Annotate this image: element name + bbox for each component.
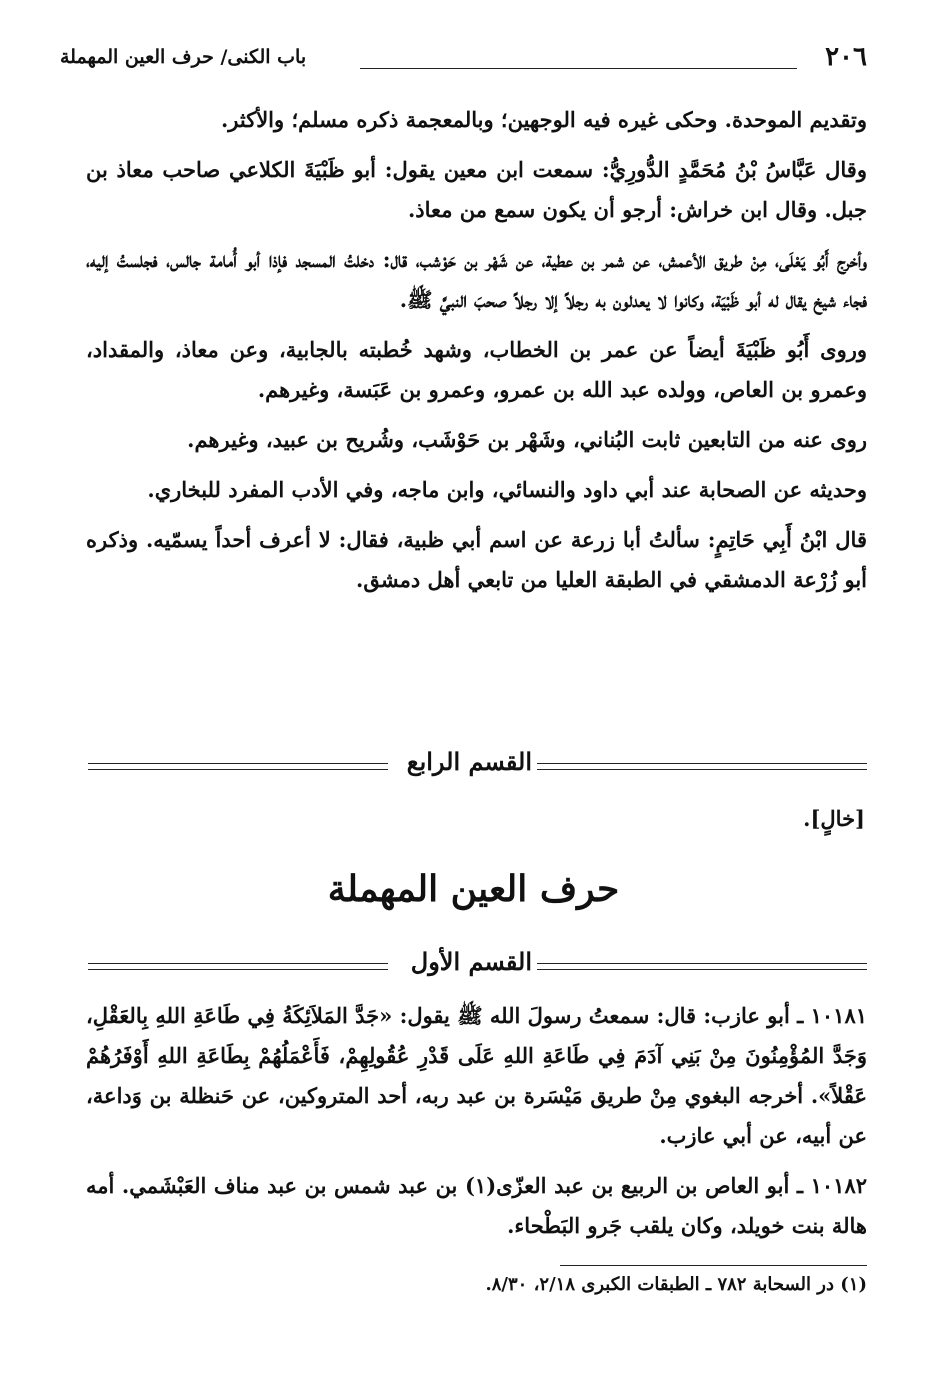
- entry: [86, 1166, 867, 1246]
- paragraph: روى عنه من التابعين ثابت البُناني، وشَهْر بن حَوْشَب، وشُريح بن عبيد، وغيرهم.: [187, 427, 867, 452]
- double-rule: [88, 763, 388, 770]
- entry-text: ـ أبو عازب: قال: سمعتُ رسولَ الله ﷺ يقول: «جَدَّ المَلاَئِكَةُ فِي طَاعَةِ اللهِ بِالعَقْلِ، وَجَدَّ المُؤْمِنُونَ مِنْ بَنِي آدَمَ فِي طَاعَةِ اللهِ عَلَى قَدْرِ عُقُولِهِمْ، فَأَعْمَلُهُمْ بِطَاعَةِ اللهِ أَوْفَرُهُمْ عَقْلاً». أخرجه البغوي مِنْ طريق مَيْسَرة بن عبد ربه، أحد المتروكين، عن حَنظلة بن وَداعة، عن أبيه، عن أبي عازب.: [86, 1003, 867, 1148]
- entry-number: ١٠١٨١: [810, 1003, 868, 1028]
- paragraph: وقال عَبَّاسُ بْنُ مُحَمَّدٍ الدُّورِيُّ: سمعت ابن معين يقول: أبو ظَبْيَةَ الكلاعي صاحب معاذ بن جبل. وقال ابن خراش: أرجو أن يكون سمع من معاذ.: [86, 157, 867, 222]
- footnote-rule: [560, 1265, 867, 1266]
- double-rule: [88, 963, 388, 970]
- entry-number: ١٠١٨٢: [810, 1173, 868, 1198]
- text-block-entries: [86, 996, 867, 1246]
- chapter-title: حرف العين المهملة: [327, 868, 620, 910]
- section-heading: القسم الرابع: [406, 747, 532, 776]
- entry-text: ـ أبو العاص بن الربيع بن عبد العزّى(١) بن عبد شمس بن عبد مناف العَبْشَمي. أمه هالة بنت خويلد، وكان يلقب جَرو البَطْحاء.: [86, 1173, 867, 1238]
- paragraph: وأخرج أَبُو يَعْلَى، مِنْ طريق الأعمش، عن شمر بن عطية، عن شَهْر بن حَوْشب، قال: دخلتُ المسجد فإذا أبو أُمامة جالس، فجلستُ إليه، فجاء شيخ يقال له أبو ظَبْيَة، وكانوا لا يعدلون به رجلاً إلا رجلاً صحبَ النبيَّ ﷺ.: [86, 247, 867, 312]
- double-rule: [537, 763, 867, 770]
- section-divider-one: [88, 945, 867, 989]
- section-divider-four: [88, 745, 867, 789]
- entry: [86, 996, 867, 1156]
- running-title: باب الكنى/ حرف العين المهملة: [60, 46, 307, 68]
- text-block-top: [86, 100, 867, 600]
- paragraph: وتقديم الموحدة. وحكى غيره فيه الوجهين؛ وبالمعجمة ذكره مسلم؛ والأكثر.: [220, 107, 867, 132]
- section-heading: القسم الأول: [410, 947, 532, 976]
- paragraph: قال ابْنُ أَبِي حَاتِمٍ: سألتُ أبا زرعة عن اسم أبي ظبية، فقال: لا أعرف أحداً يسمّيه. وذكره أبو زُرْعة الدمشقي في الطبقة العليا من تابعي أهل دمشق.: [86, 527, 867, 592]
- running-header: [60, 40, 867, 80]
- empty-section-marker: [خالٍ].: [803, 806, 865, 831]
- header-rule: [360, 68, 797, 69]
- page-number: ٢٠٦: [825, 42, 867, 72]
- paragraph: وروى أَبُو ظَبْيَةَ أيضاً عن عمر بن الخطاب، وشهد خُطبته بالجابية، وعن معاذ، والمقداد، وعمرو بن العاص، وولده عبد الله بن عمرو، وعمرو بن عَبَسة، وغيرهم.: [86, 337, 867, 402]
- footnote: (١) در السحابة ٧٨٢ ـ الطبقات الكبرى ٢/١٨، ٨/٣٠.: [485, 1274, 867, 1295]
- double-rule: [537, 963, 867, 970]
- paragraph: وحديثه عن الصحابة عند أبي داود والنسائي، وابن ماجه، وفي الأدب المفرد للبخاري.: [147, 477, 867, 502]
